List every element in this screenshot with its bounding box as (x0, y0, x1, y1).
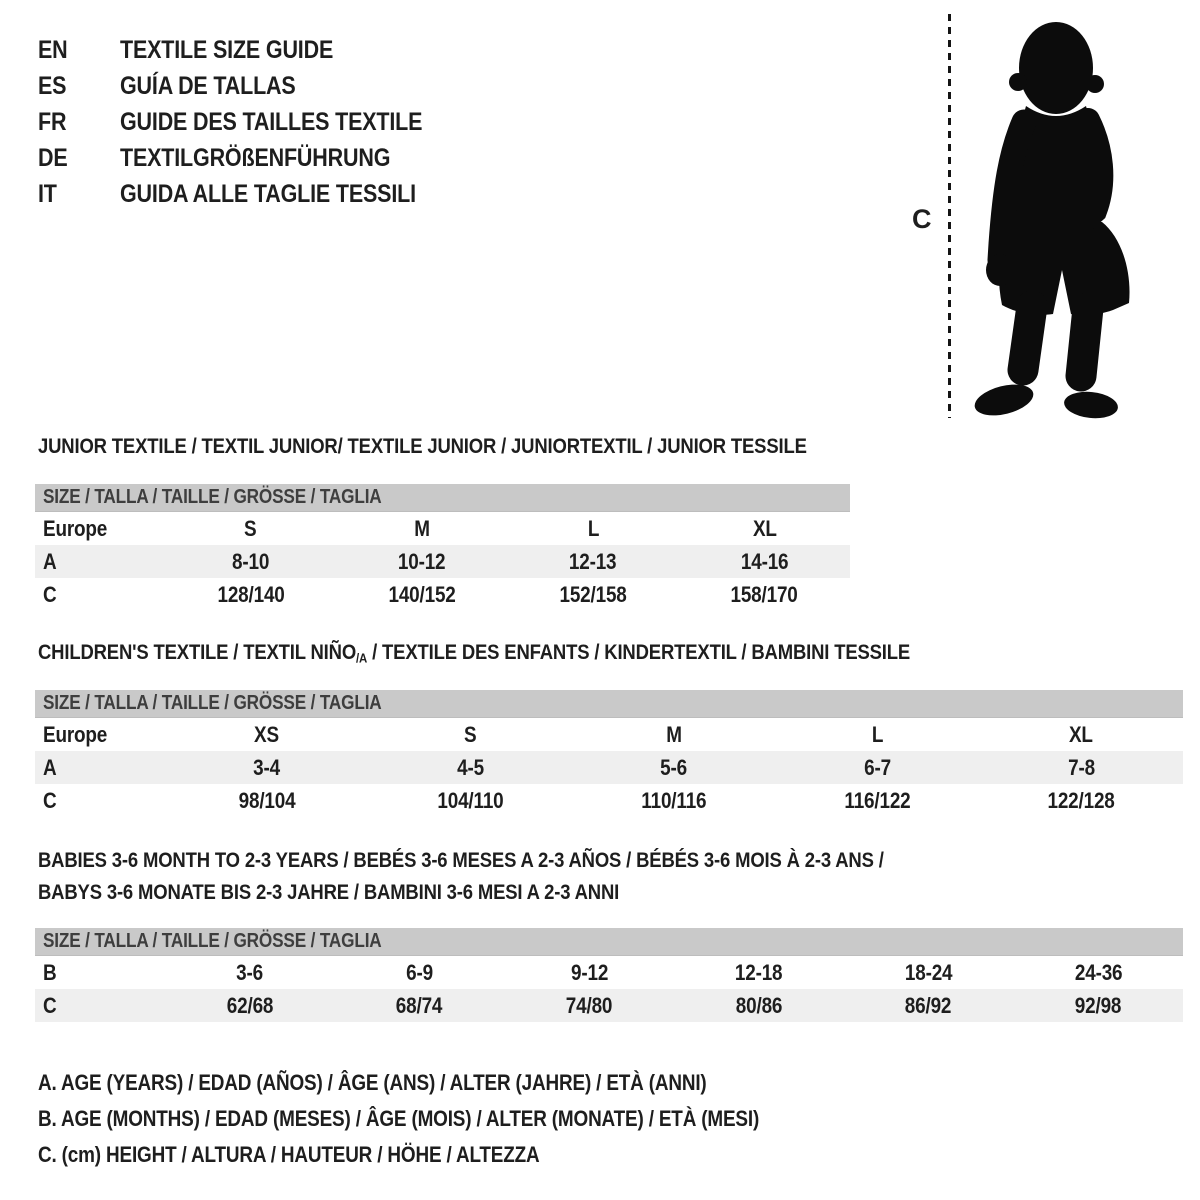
legend (38, 1070, 876, 1178)
babies-heading-line2-text: BABYS 3-6 MONATE BIS 2-3 JAHRE / BAMBINI 3-6 MESI A 2-3 ANNI (38, 880, 620, 904)
children-value-cell (979, 755, 1183, 781)
children-cell-text: 3-4 (253, 754, 281, 780)
junior-row-label (35, 549, 165, 575)
babies-cell-text: 92/98 (1074, 992, 1122, 1018)
height-dashed-line (948, 14, 951, 418)
legend-line-text: B. AGE (MONTHS) / EDAD (MESES) / ÂGE (MOIS) / ALTER (MONATE) / ETÀ (MESI) (38, 1106, 760, 1131)
language-code-text: ES (38, 71, 67, 100)
children-column-header-cell (165, 722, 369, 748)
junior-size-table (35, 484, 850, 611)
junior-column-header-cell (508, 516, 679, 542)
children-row-label-text: C (43, 787, 57, 813)
junior-column-header-cell (165, 516, 336, 542)
language-row-fr (38, 104, 472, 140)
junior-cell-text: 10-12 (398, 548, 446, 574)
children-cell-text: 104/110 (437, 787, 504, 813)
language-row-en (38, 32, 472, 68)
babies-row-label-text: C (43, 992, 57, 1018)
language-row-it (38, 176, 472, 212)
babies-cell-text: 12-18 (735, 959, 783, 985)
junior-cell-text: 12-13 (569, 548, 617, 574)
language-guide-title (120, 108, 472, 137)
children-row-a (35, 751, 1183, 784)
children-size-header-text: SIZE / TALLA / TAILLE / GRÖSSE / TAGLIA (43, 692, 382, 714)
junior-cell-text: S (244, 515, 257, 541)
children-cell-text: 7-8 (1067, 754, 1095, 780)
children-column-header-cell (776, 722, 980, 748)
junior-cell-text: 14-16 (740, 548, 789, 574)
language-code-text: DE (38, 143, 68, 172)
babies-value-cell (844, 960, 1014, 986)
babies-row-c (35, 989, 1183, 1022)
children-heading-prefix: CHILDREN'S TEXTILE / TEXTIL NIÑO (38, 640, 357, 664)
babies-value-cell (674, 993, 844, 1019)
babies-cell-text: 68/74 (396, 992, 443, 1018)
language-code (38, 108, 120, 137)
junior-row-c (35, 578, 850, 611)
children-column-header-cell (979, 722, 1183, 748)
language-guide-title (120, 36, 472, 65)
children-cell-text: 98/104 (238, 787, 296, 813)
babies-section-heading-line2 (38, 880, 714, 905)
junior-cell-text: 140/152 (388, 581, 456, 607)
children-cell-text: S (464, 721, 477, 747)
children-cell-text: XS (254, 721, 280, 747)
babies-cell-text: 6-9 (406, 959, 433, 985)
children-column-header-row (35, 718, 1183, 751)
children-value-cell (369, 755, 573, 781)
language-code (38, 144, 120, 173)
language-guide-title-text: TEXTILGRÖßENFÜHRUNG (120, 143, 391, 172)
junior-value-cell (336, 549, 507, 575)
junior-row-label (35, 582, 165, 608)
children-cell-text: 116/122 (844, 787, 911, 813)
junior-value-cell (679, 582, 850, 608)
children-cell-text: 5-6 (660, 754, 688, 780)
language-guide-title-text: GUIDA ALLE TAGLIE TESSILI (120, 179, 416, 208)
children-section-heading (38, 640, 1052, 666)
babies-row-label (35, 960, 165, 986)
babies-value-cell (674, 960, 844, 986)
junior-column-header-cell (336, 516, 507, 542)
language-code (38, 180, 120, 209)
children-column-header-cell (369, 722, 573, 748)
children-cell-text: L (871, 721, 884, 747)
babies-value-cell (1013, 993, 1183, 1019)
children-cell-text: 6-7 (864, 754, 891, 780)
height-figure (900, 0, 1160, 430)
language-row-de (38, 140, 472, 176)
babies-row-b (35, 956, 1183, 989)
children-heading-sub: /A (356, 650, 368, 666)
junior-cell-text: 152/158 (559, 581, 627, 607)
junior-value-cell (508, 549, 679, 575)
babies-value-cell (165, 960, 335, 986)
babies-value-cell (335, 993, 505, 1019)
junior-cell-text: XL (752, 515, 777, 541)
language-guide-title-text: GUIDE DES TAILLES TEXTILE (120, 107, 423, 136)
babies-cell-text: 74/80 (565, 992, 613, 1018)
children-value-cell (572, 755, 776, 781)
children-cell-text: 122/128 (1047, 787, 1115, 813)
children-size-header-bar (35, 690, 1183, 718)
babies-value-cell (1013, 960, 1183, 986)
babies-cell-text: 80/86 (735, 992, 783, 1018)
baby-silhouette-icon (964, 18, 1142, 420)
junior-value-cell (165, 582, 336, 608)
legend-line-text: C. (cm) HEIGHT / ALTURA / HAUTEUR / HÖHE / ALTEZZA (38, 1142, 540, 1167)
language-guide-title-text: TEXTILE SIZE GUIDE (120, 35, 334, 64)
children-cell-text: 110/116 (641, 787, 707, 813)
babies-cell-text: 62/68 (226, 992, 274, 1018)
children-heading-suffix: / TEXTILE DES ENFANTS / KINDERTEXTIL / BAMBINI TESSILE (367, 640, 911, 664)
language-code-text: FR (38, 107, 67, 136)
language-code (38, 36, 120, 65)
legend-line-a (38, 1070, 876, 1106)
children-row-label (35, 755, 165, 781)
junior-column-header-row (35, 512, 850, 545)
junior-size-header-text: SIZE / TALLA / TAILLE / GRÖSSE / TAGLIA (43, 486, 382, 508)
language-guide-title (120, 144, 472, 173)
children-cell-text: 4-5 (456, 754, 484, 780)
children-row-label (35, 722, 165, 748)
language-row-es (38, 68, 472, 104)
language-code (38, 72, 120, 101)
babies-value-cell (504, 960, 674, 986)
junior-cell-text: 8-10 (232, 548, 270, 574)
children-value-cell (165, 755, 369, 781)
junior-cell-text: 128/140 (217, 581, 285, 607)
junior-value-cell (336, 582, 507, 608)
language-title-list (38, 32, 472, 212)
babies-cell-text: 3-6 (236, 959, 264, 985)
babies-cell-text: 86/92 (905, 992, 952, 1018)
junior-value-cell (165, 549, 336, 575)
children-value-cell (776, 788, 980, 814)
babies-value-cell (165, 993, 335, 1019)
junior-heading-text: JUNIOR TEXTILE / TEXTIL JUNIOR/ TEXTILE JUNIOR / JUNIORTEXTIL / JUNIOR TESSILE (38, 434, 807, 458)
children-value-cell (776, 755, 980, 781)
babies-cell-text: 18-24 (904, 959, 953, 985)
junior-row-label-text: Europe (43, 515, 108, 541)
junior-cell-text: L (587, 515, 599, 541)
height-measure-label: C (912, 204, 932, 234)
junior-cell-text: M (414, 515, 430, 541)
language-guide-title (120, 72, 472, 101)
junior-size-header-bar (35, 484, 850, 512)
junior-cell-text: 158/170 (730, 581, 798, 607)
children-value-cell (369, 788, 573, 814)
children-row-label (35, 788, 165, 814)
language-code-text: EN (38, 35, 68, 64)
children-size-table (35, 690, 1183, 817)
language-guide-title (120, 180, 472, 209)
junior-column-header-cell (679, 516, 850, 542)
children-cell-text: XL (1069, 721, 1094, 747)
children-value-cell (165, 788, 369, 814)
children-heading-text (38, 640, 910, 666)
legend-line-c (38, 1142, 876, 1178)
children-row-label-text: A (43, 754, 57, 780)
babies-value-cell (844, 993, 1014, 1019)
babies-section-heading-line1 (38, 848, 1021, 873)
junior-row-label (35, 516, 165, 542)
babies-cell-text: 9-12 (570, 959, 608, 985)
babies-value-cell (335, 960, 505, 986)
children-row-c (35, 784, 1183, 817)
babies-row-label (35, 993, 165, 1019)
babies-value-cell (504, 993, 674, 1019)
babies-size-header-bar (35, 928, 1183, 956)
junior-row-label-text: C (43, 581, 57, 607)
babies-size-header-text: SIZE / TALLA / TAILLE / GRÖSSE / TAGLIA (43, 930, 382, 952)
language-guide-title-text: GUÍA DE TALLAS (120, 71, 296, 100)
language-code-text: IT (38, 179, 57, 208)
children-value-cell (572, 788, 776, 814)
junior-value-cell (508, 582, 679, 608)
babies-heading-line1-text: BABIES 3-6 MONTH TO 2-3 YEARS / BEBÉS 3-6 MESES A 2-3 AÑOS / BÉBÉS 3-6 MOIS À 2-3 ANS / (38, 848, 884, 872)
junior-row-label-text: A (43, 548, 57, 574)
babies-size-table (35, 928, 1183, 1022)
legend-line-b (38, 1106, 876, 1142)
junior-section-heading (38, 434, 932, 459)
children-cell-text: M (666, 721, 682, 747)
junior-value-cell (679, 549, 850, 575)
babies-row-label-text: B (43, 959, 57, 985)
children-row-label-text: Europe (43, 721, 108, 747)
children-value-cell (979, 788, 1183, 814)
junior-row-a (35, 545, 850, 578)
children-column-header-cell (572, 722, 776, 748)
babies-cell-text: 24-36 (1074, 959, 1122, 985)
legend-line-text: A. AGE (YEARS) / EDAD (AÑOS) / ÂGE (ANS) / ALTER (JAHRE) / ETÀ (ANNI) (38, 1070, 707, 1095)
